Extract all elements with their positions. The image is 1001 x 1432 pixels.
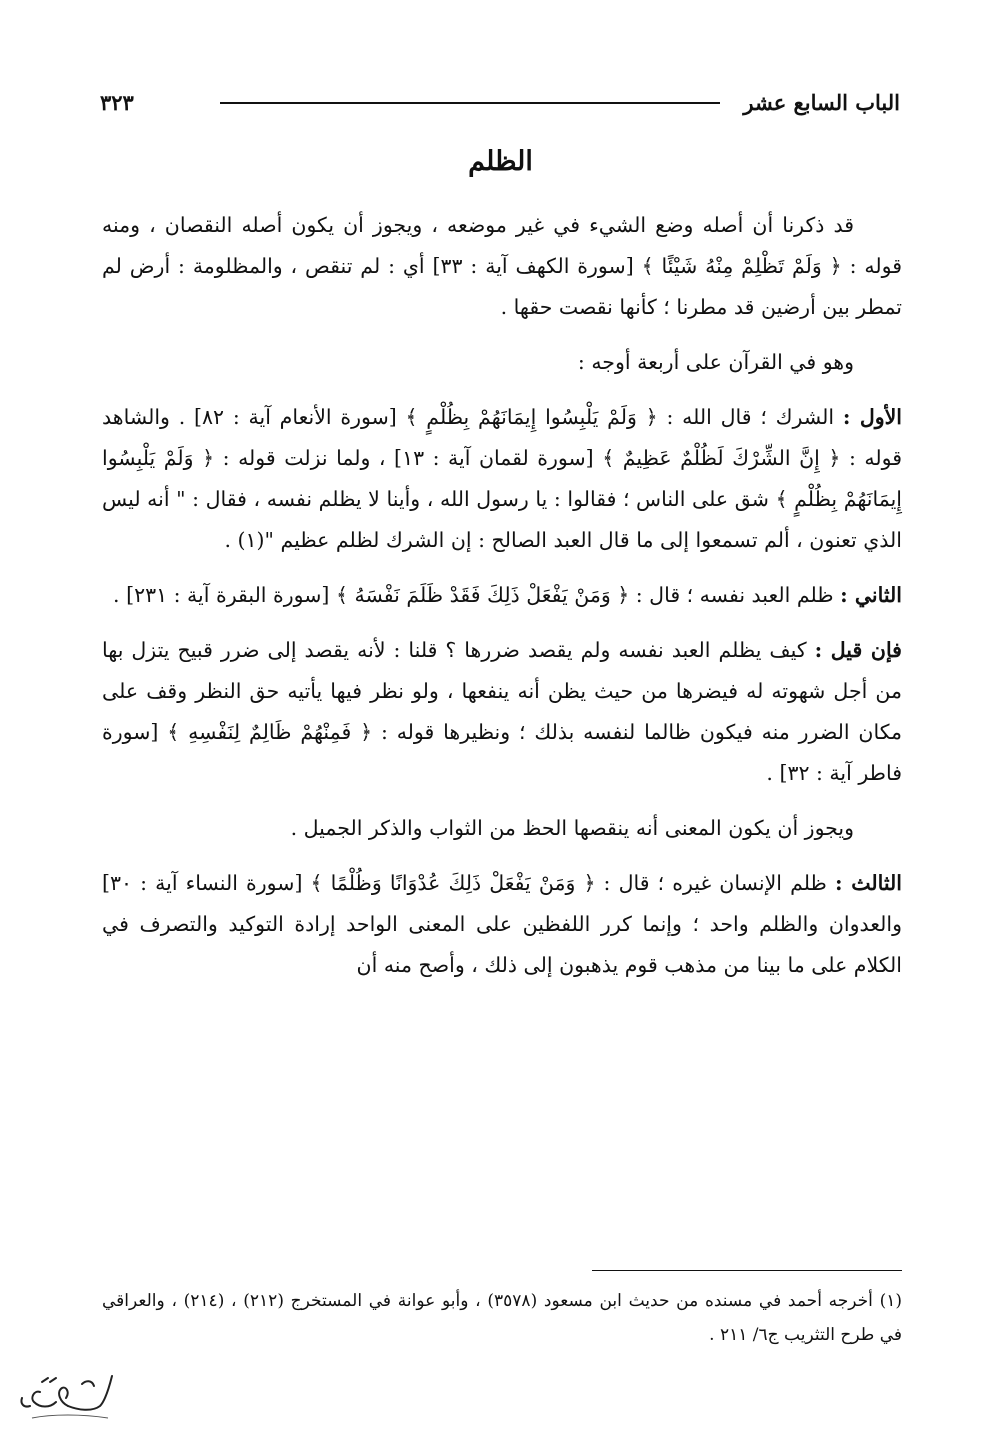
first-aspect-text: الشرك ؛ قال الله : ﴿ وَلَمْ يَلْبِسُوا إِيمَانَهُمْ بِظُلْمٍ ﴾ [سورة الأنعام آية : ٨٢] . والشاهد قوله : ﴿ إِنَّ الشِّرْكَ لَظُلْمٌ عَظِيمٌ ﴾ [سورة لقمان آية : ١٣] ، ولما نزلت قوله : ﴿ وَلَمْ يَلْبِسُوا إِيمَانَهُمْ بِظُلْمٍ ﴾ شق على الناس ؛ فقالوا : يا رسول الله ، وأينا لا يظلم نفسه ، فقال : " أنه ليس الذي تعنون ، ألم تسمعوا إلى ما قال العبد الصالح : إن الشرك لظلم عظيم "(١) . (102, 405, 902, 552)
chapter-title: الباب السابع عشر (743, 90, 900, 115)
first-aspect-lead: الأول : (842, 405, 902, 429)
paragraph-first-aspect (102, 397, 902, 561)
paragraph-alternative-meaning: ويجوز أن يكون المعنى أنه ينقصها الحظ من الثواب والذكر الجميل . (290, 816, 854, 840)
paragraph-aspects: وهو في القرآن على أربعة أوجه : (577, 350, 854, 374)
header-rule (220, 102, 720, 104)
paragraph-third-aspect (102, 863, 902, 986)
body-text (102, 205, 902, 1000)
objection-text: كيف يظلم العبد نفسه ولم يقصد ضررها ؟ قلنا : لأنه يقصد إلى ضرر قبيح يتزل بها من أجل شهوته له فيضرها من حيث يظن أنه ينفعها ، ولو نظر فيها يأتيه حق النظر وقف على مكان الضرر منه فيكون ظالما لنفسه بذلك ؛ ونظيرها قوله : ﴿ فَمِنْهُمْ ظَالِمٌ لِنَفْسِهِ ﴾ [سورة فاطر آية : ٣٢] . (102, 638, 902, 785)
paragraph-second-aspect (102, 575, 902, 616)
footnote-1: (١) أخرجه أحمد في مسنده من حديث ابن مسعود (٣٥٧٨) ، وأبو عوانة في المستخرج (٢١٢) ، (٢١٤) ، والعراقي في طرح التثريب ج٦/ ٢١١ . (102, 1291, 903, 1345)
paragraph-intro: قد ذكرنا أن أصله وضع الشيء في غير موضعه ، ويجوز أن يكون أصله النقصان ، ومنه قوله : ﴿ وَلَمْ تَظْلِمْ مِنْهُ شَيْئًا ﴾ [سورة الكهف آية : ٣٣] أي : لم تنقص ، والمظلومة : أرض لم تمطر بين أرضين قد مطرنا ؛ كأنها نقصت حقها . (102, 213, 902, 319)
section-title: الظلم (468, 146, 533, 177)
footnotes (102, 1284, 902, 1352)
second-aspect-text: ظلم العبد نفسه ؛ قال : ﴿ وَمَنْ يَفْعَلْ ذَلِكَ فَقَدْ ظَلَمَ نَفْسَهُ ﴾ [سورة البقرة آية : ٢٣١] . (113, 583, 834, 607)
objection-lead: فإن قيل : (814, 638, 902, 662)
second-aspect-lead: الثاني : (840, 583, 902, 607)
running-header (100, 86, 900, 122)
third-aspect-text: ظلم الإنسان غيره ؛ قال : ﴿ وَمَنْ يَفْعَلْ ذَلِكَ عُدْوَانًا وَظُلْمًا ﴾ [سورة النساء آية : ٣٠] والعدوان والظلم واحد ؛ وإنما كرر اللفظين على المعنى الواحد إرادة التوكيد والتصرف في الكلام على ما بينا من مذهب قوم يذهبون إلى ذلك ، وأصح منه أن (102, 871, 902, 977)
watermark-logo (12, 1362, 122, 1424)
paragraph-objection (102, 630, 902, 794)
third-aspect-lead: الثالث : (834, 871, 902, 895)
footnote-rule (592, 1270, 902, 1271)
page-number: ٣٢٣ (100, 90, 134, 115)
